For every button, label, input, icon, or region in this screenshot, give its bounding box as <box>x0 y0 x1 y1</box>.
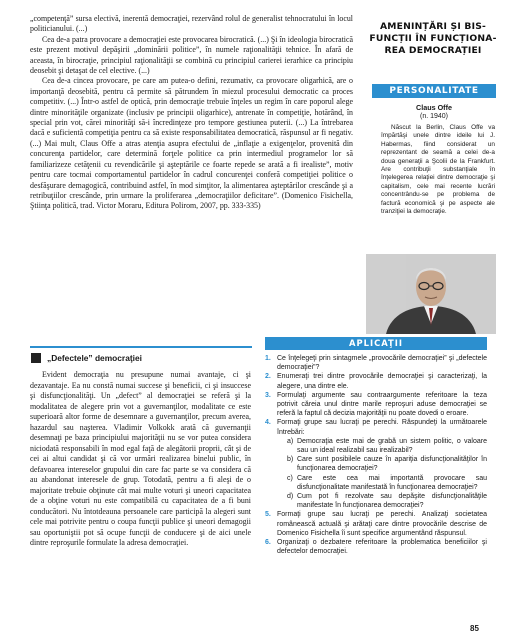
sidebar-title: AMENINȚĂRI ȘI BIS-FUNCȚII ÎN FUNCȚIONA-REA DEMOCRAȚIEI <box>369 21 497 56</box>
question-text: Enumeraţi trei dintre provocările democraţiei şi caracterizaţi, la alegere, una dintre ele. <box>277 373 487 390</box>
question-item <box>265 372 487 390</box>
question-number: 1. <box>265 355 271 362</box>
defects-text: Evident democraţia nu presupune numai avantaje, ci şi dezavantaje. Ea nu constă numai succese şi beneficii, ci şi insuccese şi disfuncţionalităţi. Un „defect” al democraţiei se referă şi la modalitatea de alegere prin vot a guvernanţilor, modalitate ce este superioară altor forme de desemnare a guvernanţilor, precum averea, hazardul sau naşterea. Vladimir Volkokk arată că guvernanţii desemnaţi pe baza principiului majorităţii nu se vor putea considera niciodată responsabili în mod egal faţă de alegătorii proprii, cât şi de cei ai altui candidat şi că vor urmări realizarea binelui public, în defavoarea intereselor grupului din care fac parte se va considera că au abandonat interesele de grup. Totodată, pentru a fi aleşi de o majoritate trebuie obţinute cât mai multe voturi şi uneori capacitatea de a obţine voturi nu este compatibilă cu capacitatea de a fi buni conducători. Nu întotdeauna persoanele care participă la alegeri sunt cele mai potrivite pentru o coupa funcţii publice şi uneori demagogii sau oportuniştii pot să ocupe funcţii de conducere şi de aici unele dintre reproşurile formulate la adresa democraţiei. <box>30 370 251 547</box>
personalitate-banner: PERSONALITATE <box>372 84 496 98</box>
sub-question-letter: a) <box>287 437 294 445</box>
person-name: Claus Offe <box>416 103 452 112</box>
question-item <box>265 510 487 538</box>
sub-question-text: Care este cea mai importantă provocare sau disfuncţionalitate manifestată în funcţionarea democraţiei? <box>297 474 487 491</box>
question-text: Organizaţi o dezbatere referitoare la problematica beneficiilor şi defectelor democraţiei. <box>277 539 487 556</box>
question-number: 5. <box>265 511 271 519</box>
question-text: Formaţi grupe sau lucraţi pe perechi. Răspundeţi la următoarele întrebări: <box>277 419 487 436</box>
question-number: 4. <box>265 419 271 427</box>
sub-question-item <box>287 492 487 510</box>
quote-paragraph: „competenţă” sursa electivă, inerentă democraţiei, rezervând rolul de generalist tehnocratului în locul politicianului. (...) <box>30 14 353 34</box>
question-item <box>265 391 487 419</box>
section-marker-icon <box>31 353 41 363</box>
quote-paragraph: Cea de-a cincea provocare, pe care am putea-o defini, rezumativ, ca provocare oligarhică, are o importanţă deosebită, pentru că permite să pătrundem în miezul procesului democratic ca proces competitiv. (...) Într-o astfel de optică, prin democraţie trebuie înţeles un regim în care poporul alege dintre minorităţile organizate (inclusiv pe principii oligarhice), antrenate în competiţie, hotărând, în special prin vot, cărei minorităţi să-i încredinţeze pro tempore gestiunea puterii. (...) La întrebarea dacă e suficientă competiţia pentru ca să existe responsabilitatea democratică, răspunsul ar fi negativ. (...) Mai mult, Claus Offe a atras atenţia asupra efectului de „inflaţie a exigenţelor, provenită din concurenţa partidelor, care determină forţele politice ca prin intermediul programelor lor să familiarizeze cetăţenii cu revendicările şi aşteptările ce foarte repede se arată a fi irealiste”, motiv pentru care tocmai comportamentul partidelor în cadrul concurenţei conferă competiţiei politice o desfăşurare demagogică, contribuind astfel, în mod simţitor, la alimentarea aşteptărilor crescânde şi a retribuţiilor crescânde, prin urmare la proliferarea „democraţiilor deficitare”. (Domenico Fisichella, Ştiinţa politică, trad. Victor Moraru, Editura Polirom, 2007, pp. 333-335) <box>30 76 353 211</box>
question-number: 2. <box>265 373 271 381</box>
quote-text <box>30 14 353 212</box>
sub-question-text: Care sunt posibilele cauze în apariţia disfuncţionalităţilor în funcţionarea democraţiei? <box>297 456 487 473</box>
section-divider <box>30 346 252 348</box>
question-item <box>265 538 487 556</box>
sub-question-text: Democraţia este mai de grabă un sistem politic, o valoare sau un ideal realizabil sau irealizabil? <box>297 437 487 455</box>
question-text: Formaţi grupe sau lucraţi pe perechi. Analizaţi societatea românească actuală şi arătaţi care dintre provocările descrise de Domenico Fisichella îi sunt specifice argumentând răspunsul. <box>277 511 487 537</box>
question-item <box>265 354 487 372</box>
sub-question-letter: c) <box>287 474 293 482</box>
question-number: 3. <box>265 391 271 399</box>
sub-questions-list <box>277 437 487 511</box>
sub-question-letter: d) <box>287 493 294 501</box>
question-number: 6. <box>265 539 271 547</box>
sub-question-item <box>287 437 487 455</box>
questions-list <box>265 354 487 556</box>
portrait-image <box>366 254 496 334</box>
sub-question-item <box>287 455 487 473</box>
section-heading: „Defectele” democraţiei <box>47 353 142 363</box>
question-item <box>265 418 487 510</box>
person-years: (n. 1940) <box>419 113 449 120</box>
question-text: Formulaţi argumente sau contraargumente referitoare la teza potrivit căreia unul dintre marile reproşuri aduse democraţiei se referă la faptul că decizia majorităţii nu poate dovedi o eroare. <box>277 391 487 418</box>
sub-question-text: Cum pot fi rezolvate sau depăşite disfuncţionalităţile manifestate în funcţionarea democraţiei? <box>297 493 487 510</box>
question-text: Ce înţelegeţi prin sintagmele „provocările democraţiei” şi „defectele democraţiei”? <box>277 355 487 372</box>
sub-question-item <box>287 474 487 492</box>
bio-text: Născut la Berlin, Claus Offe va împărtăşi unele dintre ideile lui J. Habermas, fiind considerat un reprezentant de seamă a celei de-a doua generaţii a Şcolii de la Frankfurt. Are contribuţii substanţiale în înţelegerea relaţiei dintre democraţie şi capitalism, cele mai recente lucrări concentrându-se pe problema de factură economică şi pe aspecte ale tranziţiei la democraţie. <box>381 124 495 216</box>
sub-question-letter: b) <box>287 456 294 464</box>
aplicatii-banner: APLICAŢII <box>265 337 487 350</box>
page-number: 85 <box>470 624 479 633</box>
quote-paragraph: Cea de-a patra provocare a democraţiei este provocarea birocratică. (...) Şi în ideologia birocratică este prezent motivul depăşirii „dominării politice”, în numele raţionalităţii tehnice. În afară de aceasta, în birocraţie, principiul raţionalităţii se combină cu principiul carierei ierarhice ca principiu deosebit şi detaşat de cel elective. (...) <box>30 34 353 76</box>
